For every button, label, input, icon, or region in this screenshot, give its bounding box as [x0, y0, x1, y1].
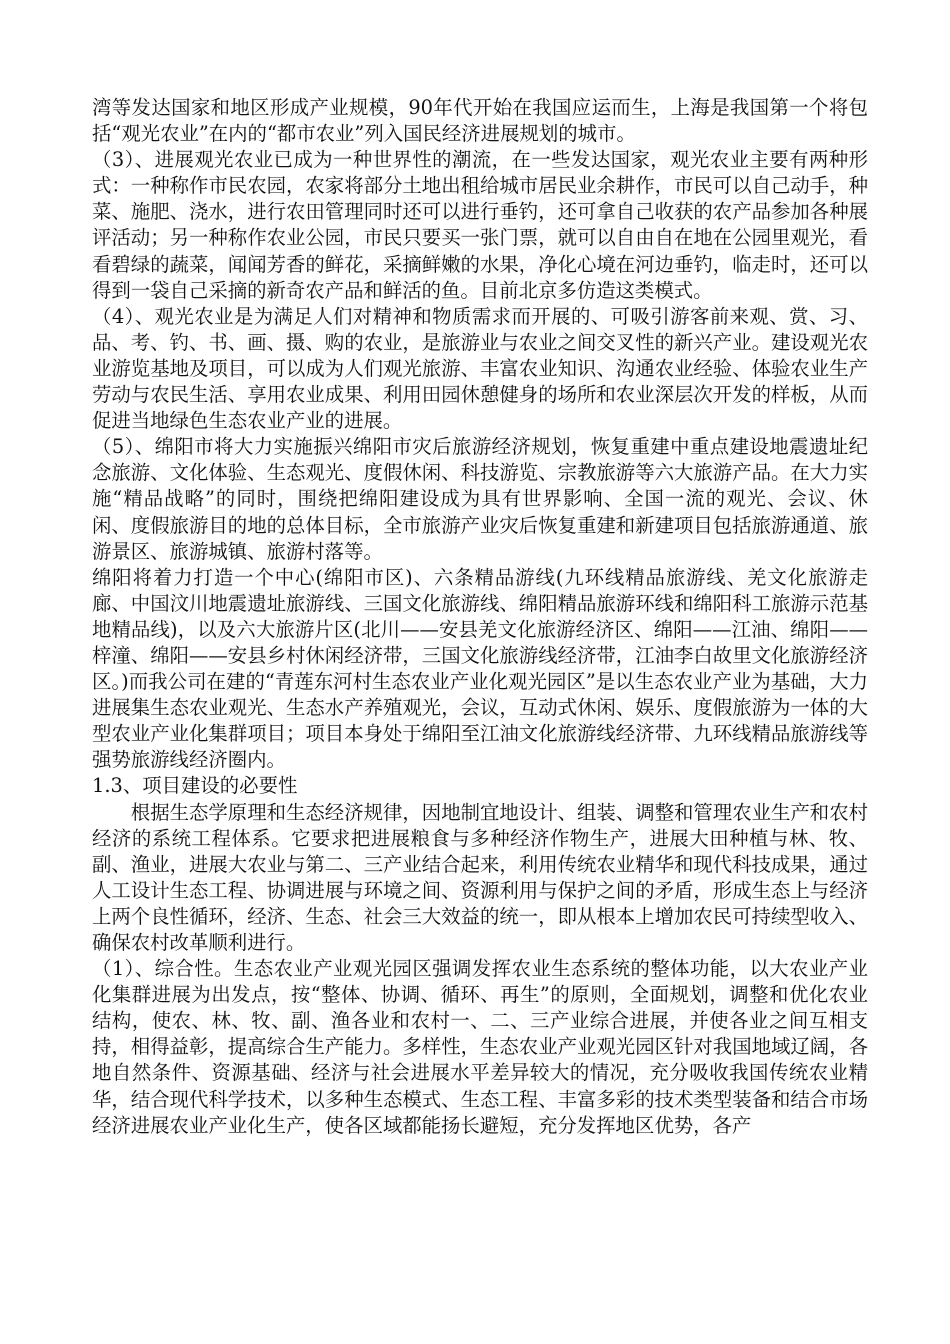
paragraph-necessity: 根据生态学原理和生态经济规律，因地制宜地设计、组装、调整和管理农业生产和农村经济的系统工程体系。它要求把进展粮食与多种经济作物生产，进展大田种植与林、牧、副、渔业，进展大农业与第二、三产业结合起来，利用传统农业精华和现代科技成果，通过人工设计生态工程、协调进展与环境之间、资源利用与保护之间的矛盾，形成生态上与经济上两个良性循环，经济、生态、社会三大效益的统一，即从根本上增加农民可持续型收入、确保农村改革顺利进行。	[92, 800, 868, 954]
section-heading: 1.3、项目建设的必要性	[92, 774, 298, 798]
paragraph-point-3: （3）、进展观光农业已成为一种世界性的潮流，在一些发达国家，观光农业主要有两种形式：一种称作市民农园，农家将部分土地出租给城市居民业余耕作，市民可以自己动手，种菜、施肥、浇水，进行农田管理同时还可以进行垂钓，还可拿自己收获的农产品参加各种展评活动；另一种称作农业公园，市民只要买一张门票，就可以自由自在地在公园里观光，看看碧绿的蔬菜，闻闻芳香的鲜花，采摘鲜嫩的水果，净化心境在河边垂钓，临走时，还可以得到一袋自己采摘的新奇农产品和鲜活的鱼。目前北京多仿造这类模式。	[92, 148, 868, 302]
paragraph-intro-continuation: 湾等发达国家和地区形成产业规模，90年代开始在我国应运而生，上海是我国第一个将包括“观光农业”在内的“都市农业”列入国民经济进展规划的城市。	[92, 96, 868, 146]
paragraph-mianyang-tourism: 绵阳将着力打造一个中心(绵阳市区)、六条精品游线(九环线精品旅游线、羌文化旅游走廊、中国汶川地震遗址旅游线、三国文化旅游线、绵阳精品旅游环线和绵阳科工旅游示范基地精品线)，以及六大旅游片区(北川——安县羌文化旅游经济区、绵阳——江油、绵阳——梓潼、绵阳——安县乡村休闲经济带，三国文化旅游线经济带，江油李白故里文化旅游经济区。)而我公司在建的“青莲东河村生态农业产业化观光园区”是以生态农业产业为基础，大力进展集生态农业观光、生态水产养殖观光，会议，互动式休闲、娱乐、度假旅游为一体的大型农业产业化集群项目；项目本身处于绵阳至江油文化旅游线经济带、九环线精品旅游线等强势旅游线经济圈内。	[92, 565, 868, 772]
paragraph-point-5: （5）、绵阳市将大力实施振兴绵阳市灾后旅游经济规划，恢复重建中重点建设地震遗址纪念旅游、文化体验、生态观光、度假休闲、科技游览、宗教旅游等六大旅游产品。在大力实施“精品战略”的同时，围绕把绵阳建设成为具有世界影响、全国一流的观光、会议、休闲、度假旅游目的地的总体目标，全市旅游产业灾后恢复重建和新建项目包括旅游通道、旅游景区、旅游城镇、旅游村落等。	[92, 435, 868, 563]
document-page	[92, 95, 868, 1139]
paragraph-comprehensive: （1）、综合性。生态农业产业观光园区强调发挥农业生态系统的整体功能，以大农业产业化集群进展为出发点，按“整体、协调、循环、再生”的原则，全面规划，调整和优化农业结构，使农、林、牧、副、渔各业和农村一、二、三产业综合进展，并使各业之间互相支持，相得益彰，提高综合生产能力。多样性，生态农业产业观光园区针对我国地域辽阔，各地自然条件、资源基础、经济与社会进展水平差异较大的情况，充分吸收我国传统农业精华，结合现代科学技术，以多种生态模式、生态工程、丰富多彩的技术类型装备和结合市场经济进展农业产业化生产，使各区域都能扬长避短，充分发挥地区优势，各产	[92, 957, 868, 1137]
paragraph-point-4: （4）、观光农业是为满足人们对精神和物质需求而开展的、可吸引游客前来观、赏、习、品、考、钓、书、画、摄、购的农业，是旅游业与农业之间交叉性的新兴产业。建设观光农业游览基地及项目，可以成为人们观光旅游、丰富农业知识、沟通农业经验、体验农业生产劳动与农民生活、享用农业成果、利用田园休憩健身的场所和农业深层次开发的样板，从而促进当地绿色生态农业产业的进展。	[92, 304, 868, 433]
